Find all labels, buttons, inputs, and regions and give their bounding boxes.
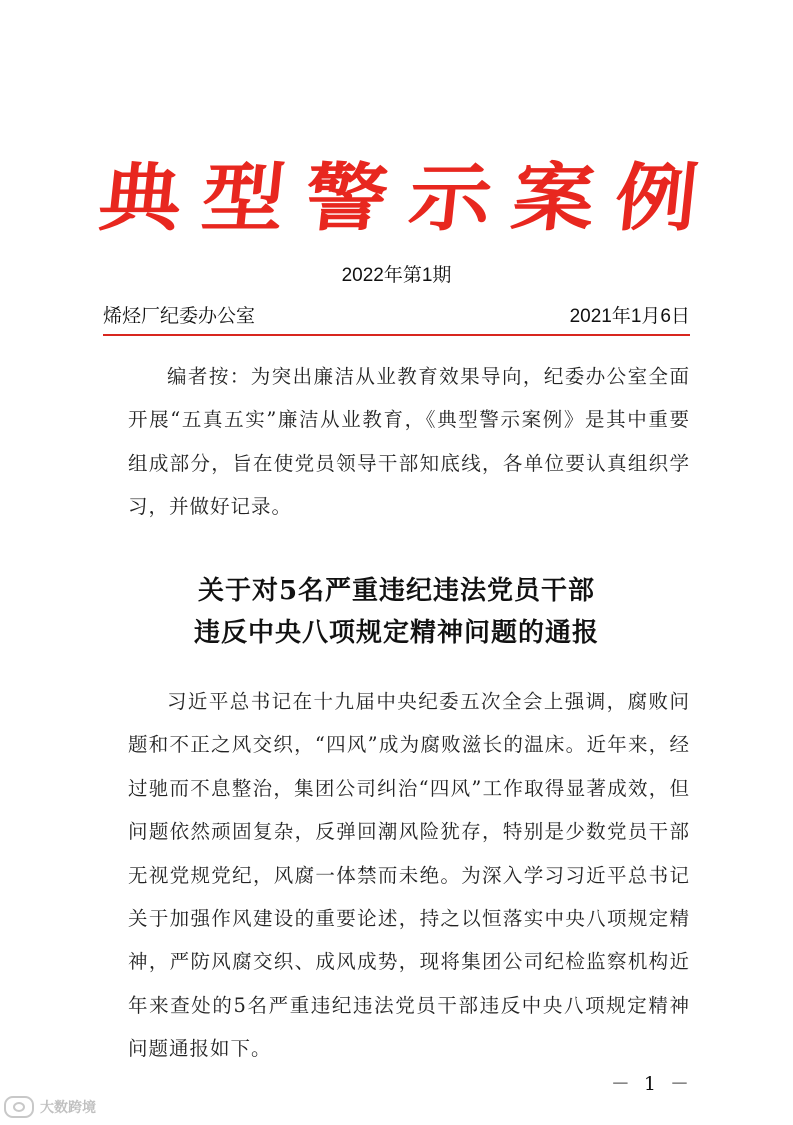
masthead-char: 示 — [404, 154, 498, 242]
header-divider — [103, 334, 690, 336]
watermark-text: 大数跨境 — [40, 1100, 96, 1116]
masthead-char: 警 — [301, 154, 395, 242]
document-title — [0, 570, 793, 654]
header-meta — [103, 301, 690, 328]
title-line-2: 违反中央八项规定精神问题的通报 — [193, 618, 599, 648]
issuing-office: 烯烃厂纪委办公室 — [103, 306, 256, 327]
issue-number: 2022年第1期 — [341, 265, 452, 286]
watermark-logo-icon — [4, 1096, 34, 1118]
editor-note: 编者按：为突出廉洁从业教育效果导向，纪委办公室全面开展“五真五实”廉洁从业教育，《典型警示案例》是其中重要组成部分，旨在使党员领导干部知底线，各单位要认真组织学习，并做好记录。 — [128, 365, 690, 519]
masthead-title — [94, 142, 704, 242]
masthead-char: 例 — [610, 154, 704, 242]
page-number: － 1 － — [610, 1073, 693, 1095]
body-paragraph: 习近平总书记在十九届中央纪委五次全会上强调，腐败问题和不正之风交织，“四风”成为腐败滋长的温床。近年来，经过驰而不息整治，集团公司纠治“四风”工作取得显著成效，但问题依然顽固复杂，反弹回潮风险犹存，特别是少数党员干部无视党规党纪，风腐一体禁而未绝。为深入学习习近平总书记关于加强作风建设的重要论述，持之以恒落实中央八项规定精神，严防风腐交织、成风成势，现将集团公司纪检监察机构近年来查处的5名严重违纪违法党员干部违反中央八项规定精神问题通报如下。 — [128, 690, 690, 1061]
masthead-char: 型 — [198, 154, 292, 242]
watermark — [4, 1096, 96, 1118]
issue-date: 2021年1月6日 — [569, 306, 690, 327]
masthead-char: 典 — [94, 154, 188, 242]
masthead-char: 案 — [507, 154, 601, 242]
title-line-1: 关于对5名严重违纪违法党员干部 — [197, 576, 596, 606]
